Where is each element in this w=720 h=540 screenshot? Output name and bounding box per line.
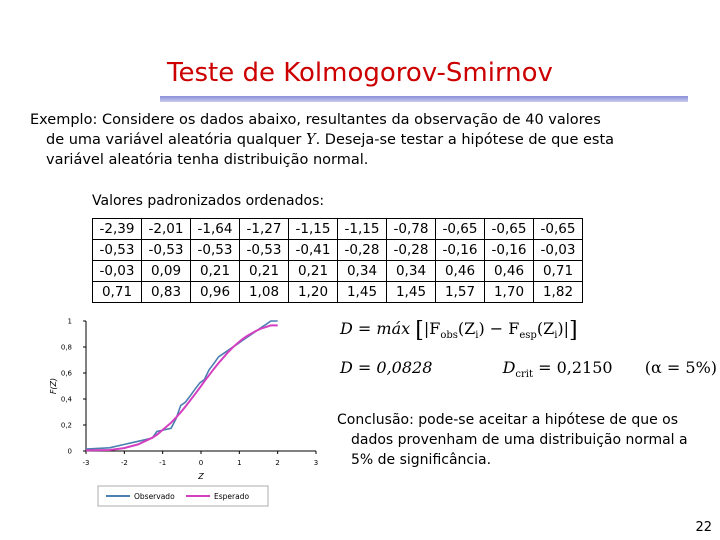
table-cell: 0,09 xyxy=(142,261,191,282)
formula-sub-obs: obs xyxy=(440,330,458,342)
table-cell: 1,82 xyxy=(534,282,583,303)
y-tick-label: 0,6 xyxy=(60,369,72,378)
intro-line-2b: . Deseja-se testar a hipótese de que esta xyxy=(315,132,615,148)
formula-abs-close: ] xyxy=(569,318,578,343)
conclusion-line-1: Conclusão: pode-se aceitar a hipótese de que os xyxy=(337,412,679,428)
intro-line-1: Exemplo: Considere os dados abaixo, resultantes da observação de 40 valores xyxy=(30,112,601,128)
table-cell: -1,15 xyxy=(338,219,387,240)
table-cell: 0,34 xyxy=(338,261,387,282)
formula-sub-esp: esp xyxy=(519,330,537,342)
intro-line-3: variável aleatória tenha distribuição normal. xyxy=(46,152,369,168)
y-axis-label: F(Z) xyxy=(49,377,58,395)
conclusion-line-2: dados provenham de uma distribuição normal a xyxy=(351,432,688,448)
table-cell: -0,03 xyxy=(93,261,142,282)
formula-sub-crit: crit xyxy=(515,369,534,381)
table-cell: 0,71 xyxy=(93,282,142,303)
table-cell: -0,28 xyxy=(387,240,436,261)
legend-label: Esperado xyxy=(214,492,250,501)
formula-d-value: D = 0,0828 xyxy=(340,358,433,377)
formula-alpha: (α = 5%) xyxy=(644,358,718,377)
table-row xyxy=(93,219,583,240)
table-cell: 1,70 xyxy=(485,282,534,303)
table-cell: 0,96 xyxy=(191,282,240,303)
formula-f-obs: |F xyxy=(423,319,441,338)
x-tick-label: 3 xyxy=(313,459,319,467)
y-tick-label: 0,8 xyxy=(60,343,72,352)
table-cell: -1,64 xyxy=(191,219,240,240)
table-cell: -0,41 xyxy=(289,240,338,261)
table-row xyxy=(93,261,583,282)
x-axis-label: Z xyxy=(198,472,204,481)
table-cell: -0,16 xyxy=(436,240,485,261)
page-number: 22 xyxy=(695,520,712,535)
title-underline xyxy=(160,96,688,102)
y-tick-label: 1 xyxy=(67,317,72,326)
table-cell: -1,15 xyxy=(289,219,338,240)
table-cell: 1,08 xyxy=(240,282,289,303)
table-subheading: Valores padronizados ordenados: xyxy=(92,193,325,209)
table-cell: 1,45 xyxy=(387,282,436,303)
y-tick-label: 0,2 xyxy=(60,421,72,430)
formula-minus: ) − F xyxy=(478,319,520,338)
formula-d-values xyxy=(340,358,717,380)
x-tick-label: -1 xyxy=(159,459,167,467)
table-cell: 1,20 xyxy=(289,282,338,303)
table-cell: 0,21 xyxy=(289,261,338,282)
table-cell: -0,78 xyxy=(387,219,436,240)
formula-abs-open: [ xyxy=(415,318,424,343)
series-line-observado xyxy=(86,321,278,449)
x-tick-label: 0 xyxy=(198,459,204,467)
table-cell: -0,03 xyxy=(534,240,583,261)
intro-text xyxy=(30,110,670,170)
formula-d-crit-value: = 0,2150 xyxy=(533,358,613,377)
slide-title: Teste de Kolmogorov-Smirnov xyxy=(167,58,553,88)
y-tick-label: 0,4 xyxy=(60,395,72,404)
x-tick-label: -3 xyxy=(82,459,90,467)
values-table xyxy=(92,218,583,303)
y-tick-label: 0 xyxy=(67,447,72,456)
table-cell: -0,28 xyxy=(338,240,387,261)
table-cell: -1,27 xyxy=(240,219,289,240)
table-cell: -0,65 xyxy=(485,219,534,240)
intro-line-2a: de uma variável aleatória qualquer xyxy=(46,132,306,148)
conclusion-line-3: 5% de significância. xyxy=(351,452,492,468)
formula-d-crit: D xyxy=(502,358,516,377)
formula-sub-i-2: i xyxy=(554,330,558,342)
x-tick-label: -2 xyxy=(120,459,128,467)
table-cell: 0,46 xyxy=(436,261,485,282)
legend-label: Observado xyxy=(134,492,175,501)
table-cell: -0,53 xyxy=(191,240,240,261)
formula-d-definition xyxy=(340,318,578,343)
cdf-chart xyxy=(40,310,330,520)
formula-lhs: D = máx xyxy=(340,319,411,338)
table-row xyxy=(93,282,583,303)
table-cell: -0,53 xyxy=(93,240,142,261)
table-cell: 0,21 xyxy=(191,261,240,282)
table-cell: -0,65 xyxy=(436,219,485,240)
variable-y: Y xyxy=(305,132,316,148)
table-cell: 0,34 xyxy=(387,261,436,282)
x-tick-label: 1 xyxy=(237,459,242,467)
table-cell: -0,53 xyxy=(142,240,191,261)
series-line-esperado xyxy=(86,325,278,450)
formula-mid-2: (Z xyxy=(536,319,555,338)
table-cell: 0,71 xyxy=(534,261,583,282)
table-row xyxy=(93,240,583,261)
intro-line-2 xyxy=(30,130,670,150)
table-cell: 1,57 xyxy=(436,282,485,303)
table-cell: 0,46 xyxy=(485,261,534,282)
table-cell: -2,39 xyxy=(93,219,142,240)
table-cell: -2,01 xyxy=(142,219,191,240)
table-cell: -0,16 xyxy=(485,240,534,261)
x-tick-label: 2 xyxy=(275,459,280,467)
formula-end: )| xyxy=(557,319,570,338)
formula-mid: (Z xyxy=(457,319,476,338)
table-cell: 1,45 xyxy=(338,282,387,303)
table-cell: 0,83 xyxy=(142,282,191,303)
table-cell: -0,65 xyxy=(534,219,583,240)
table-cell: 0,21 xyxy=(240,261,289,282)
formula-sub-i: i xyxy=(475,330,479,342)
table-cell: -0,53 xyxy=(240,240,289,261)
conclusion xyxy=(337,410,707,470)
